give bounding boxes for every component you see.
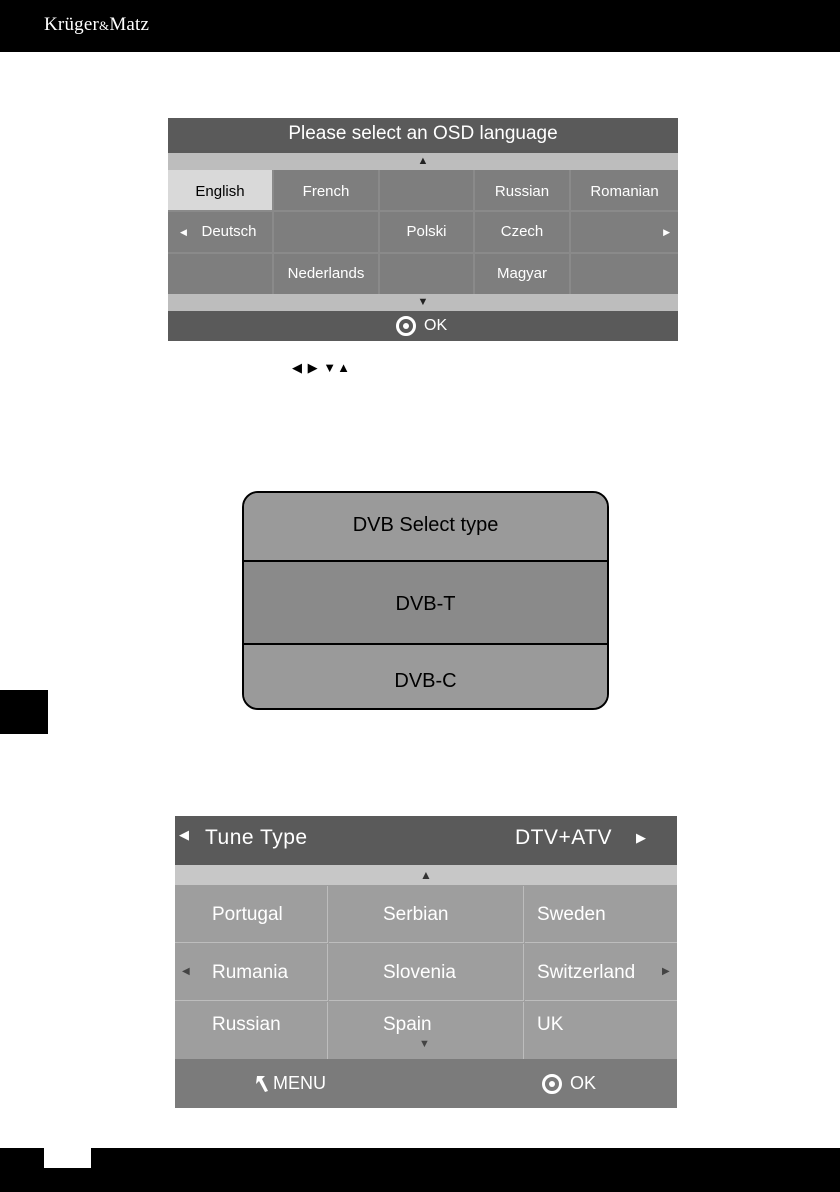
- language-option[interactable]: [571, 212, 678, 252]
- page-footer: [0, 1148, 840, 1192]
- tune-type-menu: [175, 816, 677, 1108]
- left-arrow-icon[interactable]: ◀: [182, 966, 190, 977]
- osd-footer: [168, 311, 678, 341]
- language-option[interactable]: [380, 254, 473, 294]
- side-tab: [0, 690, 48, 734]
- brand-logo: Krüger&Matz: [44, 14, 150, 35]
- language-option[interactable]: English: [168, 170, 272, 210]
- ok-circle-icon: [542, 1074, 562, 1094]
- back-arrow-icon: [255, 1075, 269, 1093]
- country-option[interactable]: Slovenia: [329, 944, 524, 1001]
- language-option[interactable]: [571, 254, 678, 294]
- menu-button[interactable]: MENU: [255, 1073, 326, 1094]
- language-option[interactable]: [168, 254, 272, 294]
- tune-footer: [175, 1059, 677, 1108]
- language-option[interactable]: Czech: [475, 212, 569, 252]
- left-arrow-icon[interactable]: ◀: [180, 227, 187, 237]
- language-option[interactable]: Romanian: [571, 170, 678, 210]
- country-option[interactable]: ◀ Rumania: [175, 944, 328, 1001]
- tune-type-header: [175, 816, 677, 865]
- country-option[interactable]: Spain: [329, 1002, 524, 1059]
- language-option[interactable]: French: [274, 170, 378, 210]
- right-arrow-icon[interactable]: ▶: [636, 830, 646, 845]
- ok-button[interactable]: OK: [542, 1073, 596, 1094]
- scroll-down-icon[interactable]: ▼: [168, 294, 678, 311]
- page-number-tab: [44, 1148, 91, 1168]
- language-option[interactable]: Polski: [380, 212, 473, 252]
- scroll-down-icon[interactable]: ▼: [419, 1038, 430, 1050]
- country-option[interactable]: Russian: [175, 1002, 328, 1059]
- tune-type-value[interactable]: DTV+ATV: [515, 826, 613, 849]
- dvb-menu-title: DVB Select type: [244, 493, 607, 560]
- right-arrow-icon[interactable]: ▶: [662, 966, 670, 977]
- language-option[interactable]: [274, 212, 378, 252]
- ok-circle-icon: [396, 316, 416, 336]
- country-option[interactable]: UK: [525, 1002, 677, 1059]
- dvb-option[interactable]: DVB-T: [244, 560, 607, 645]
- tune-type-label: Tune Type: [205, 826, 308, 849]
- left-arrow-icon[interactable]: ◀: [179, 827, 189, 842]
- language-option[interactable]: Magyar: [475, 254, 569, 294]
- country-option[interactable]: Switzerland ▶: [525, 944, 677, 1001]
- navigation-arrows-icon: ◀ ▶ ▼▲: [292, 360, 351, 375]
- scroll-up-icon[interactable]: ▲: [168, 153, 678, 170]
- osd-language-menu: [168, 118, 678, 341]
- scroll-up-icon[interactable]: ▲: [175, 865, 677, 885]
- ok-button[interactable]: OK: [396, 316, 447, 336]
- osd-menu-title: Please select an OSD language: [168, 118, 678, 153]
- country-option[interactable]: Portugal: [175, 886, 328, 943]
- language-option[interactable]: [380, 170, 473, 210]
- language-option[interactable]: ◀ Deutsch: [168, 212, 272, 252]
- language-grid: [168, 170, 678, 294]
- dvb-option[interactable]: DVB-C: [244, 645, 607, 708]
- language-option[interactable]: Russian: [475, 170, 569, 210]
- language-option[interactable]: Nederlands: [274, 254, 378, 294]
- country-option[interactable]: Serbian: [329, 886, 524, 943]
- right-arrow-icon[interactable]: ▶: [663, 227, 670, 237]
- country-option[interactable]: Sweden: [525, 886, 677, 943]
- dvb-select-menu: [242, 491, 609, 710]
